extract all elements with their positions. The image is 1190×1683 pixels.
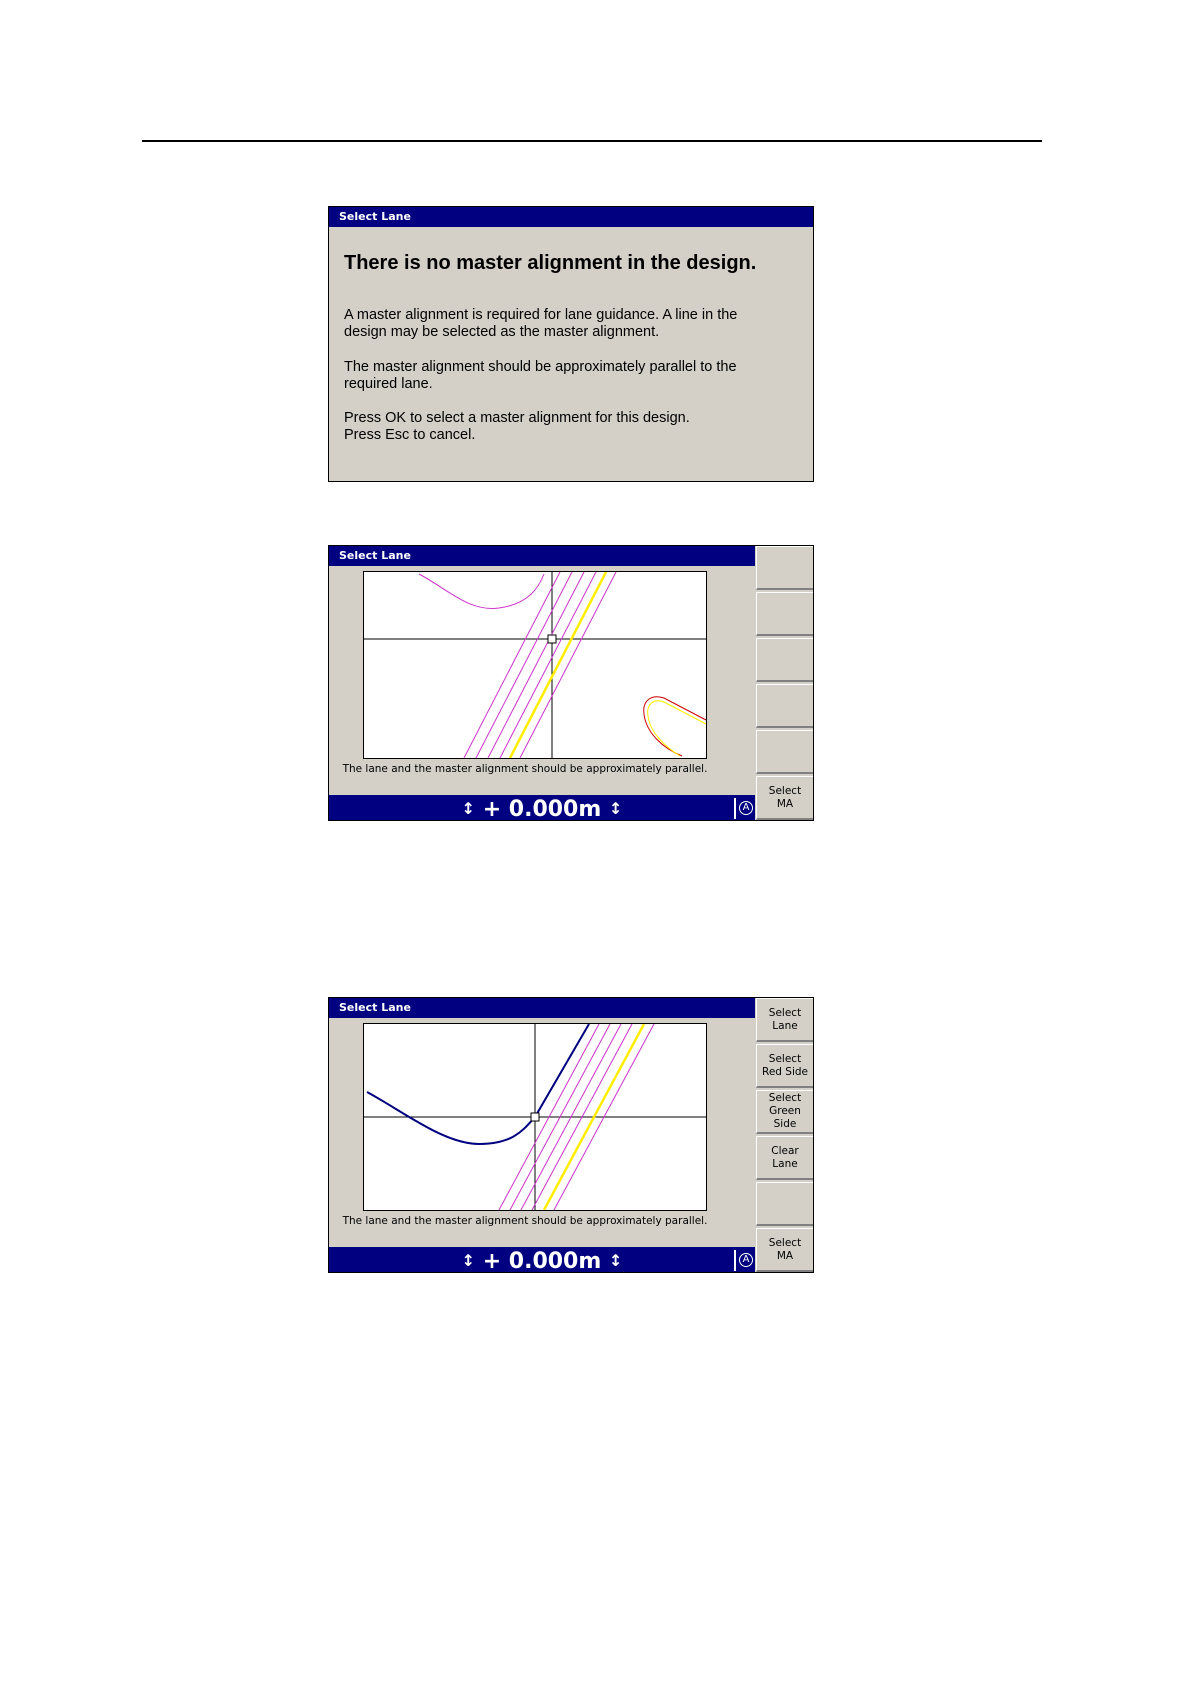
auto-mode-icon: A — [739, 1253, 753, 1267]
clear-lane-button[interactable]: Clear Lane — [756, 1136, 814, 1180]
design-line-4 — [500, 572, 596, 758]
no-master-alignment-dialog — [328, 206, 814, 482]
page-header-rule — [142, 140, 1042, 142]
up-down-arrow-icon: ↕ — [608, 1251, 623, 1270]
status-bar — [329, 795, 755, 821]
cursor-marker — [531, 1113, 539, 1121]
softkey-5[interactable] — [756, 730, 814, 774]
select-ma-button[interactable]: Select MA — [756, 1228, 814, 1272]
select-red-side-button[interactable]: Select Red Side — [756, 1044, 814, 1088]
softkey-3[interactable] — [756, 638, 814, 682]
boundary-yellow — [648, 701, 706, 756]
offset-value: + 0.000m — [482, 797, 602, 821]
dialog-paragraph-1: A master alignment is required for lane guidance. A line in the design may be selected as the master alignment. — [344, 307, 738, 340]
design-line-3 — [488, 572, 584, 758]
softkey-4[interactable] — [756, 684, 814, 728]
cursor-marker — [548, 635, 556, 643]
offset-readout — [329, 1248, 755, 1273]
screen-title: Select Lane — [329, 998, 755, 1018]
softkey-5[interactable] — [756, 1182, 814, 1226]
select-lane-screen-ma-selected — [328, 997, 814, 1273]
auto-mode-icon: A — [739, 801, 753, 815]
offset-readout — [329, 796, 755, 821]
select-lane-button[interactable]: Select Lane — [756, 998, 814, 1042]
status-separator — [734, 1250, 736, 1271]
dialog-heading: There is no master alignment in the design. — [344, 252, 757, 274]
hint-text: The lane and the master alignment should be approximately parallel. — [342, 763, 708, 775]
plan-view[interactable] — [363, 571, 707, 759]
design-line-1 — [464, 572, 560, 758]
dialog-title: Select Lane — [329, 207, 813, 227]
dialog-paragraph-3: Press OK to select a master alignment for this design. Press Esc to cancel. — [344, 410, 690, 443]
hint-text: The lane and the master alignment should be approximately parallel. — [342, 1215, 708, 1227]
status-bar — [329, 1247, 755, 1273]
softkey-panel — [755, 546, 814, 821]
status-separator — [734, 798, 736, 819]
design-line-5 — [520, 572, 616, 758]
softkey-panel — [755, 998, 814, 1273]
dialog-paragraph-2: The master alignment should be approximately parallel to the required lane. — [344, 359, 737, 392]
select-green-side-button[interactable]: Select Green Side — [756, 1090, 814, 1134]
plan-view-drawing — [364, 572, 706, 758]
select-lane-screen-plan — [328, 545, 814, 821]
up-down-arrow-icon: ↕ — [608, 799, 623, 818]
softkey-1[interactable] — [756, 546, 814, 590]
screen-title: Select Lane — [329, 546, 755, 566]
offset-value: + 0.000m — [482, 1249, 602, 1273]
softkey-2[interactable] — [756, 592, 814, 636]
design-curve — [419, 574, 544, 608]
boundary-red — [644, 697, 706, 756]
plan-view[interactable] — [363, 1023, 707, 1211]
plan-view-drawing — [364, 1024, 706, 1210]
select-ma-button[interactable]: Select MA — [756, 776, 814, 820]
up-down-arrow-icon: ↕ — [461, 799, 476, 818]
up-down-arrow-icon: ↕ — [461, 1251, 476, 1270]
